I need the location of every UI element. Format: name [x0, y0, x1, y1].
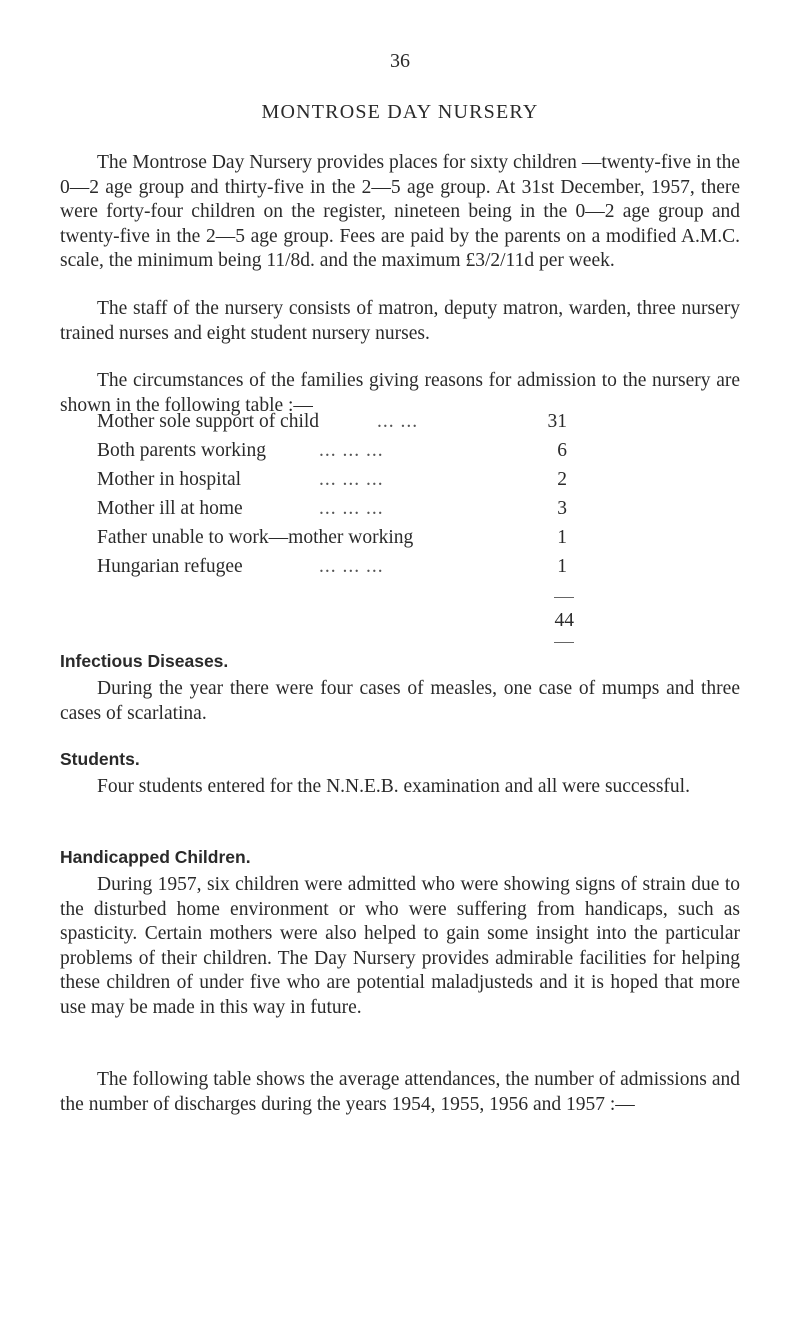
students-paragraph: Four students entered for the N.N.E.B. examination and all were successful.	[97, 776, 690, 797]
attendance-intro-paragraph: The following table shows the average attendances, the number of admissions and the number of discharges during the years 1954, 1955, 1956 and 1957 :—	[60, 1069, 740, 1115]
table-row	[97, 498, 575, 527]
handicapped-children-heading: Handicapped Children.	[60, 847, 251, 867]
total-rule-top	[554, 597, 574, 598]
table-row	[97, 440, 575, 469]
infectious-diseases-paragraph: During the year there were four cases of measles, one case of mumps and three cases of scarlatina.	[60, 678, 740, 724]
circumstances-paragraph: The circumstances of the families giving reasons for admission to the nursery are shown in the following table :—	[60, 370, 740, 416]
students-heading: Students.	[60, 749, 140, 769]
leader-dots: ... ... ...	[319, 556, 384, 577]
leader-dots: ... ...	[377, 411, 419, 432]
row-label: Both parents working	[97, 440, 266, 461]
row-value: 1	[557, 527, 567, 548]
row-label: Mother ill at home	[97, 498, 243, 519]
intro-paragraph: The Montrose Day Nursery provides places for sixty children —twenty-five in the 0—2 age group and thirty-five in the 2—5 age group. At 31st December, 1957, there were forty-four children on the register, nineteen being in the 0—2 age group and twenty-five in the 2—5 age group. Fees are paid by the parents on a modified A.M.C. scale, the minimum being 11/8d. and the maximum £3/2/11d per week.	[60, 152, 740, 271]
row-value: 2	[557, 469, 567, 490]
leader-dots: ... ... ...	[319, 440, 384, 461]
table-row	[97, 556, 575, 585]
page-number: 36	[390, 50, 410, 72]
table-row	[97, 527, 575, 556]
row-value: 1	[557, 556, 567, 577]
row-label: Father unable to work—mother working	[97, 527, 414, 548]
handicapped-children-paragraph: During 1957, six children were admitted who were showing signs of strain due to the disturbed home environment or who were suffering from handicaps, such as spasticity. Certain mothers were also helped to gain some insight into the particular problems of their children. The Day Nursery provides admirable facilities for helping these children of under five who are potential maladjusteds and it is hoped that more use may be made in this way in future.	[60, 874, 740, 1018]
leader-dots: ... ... ...	[319, 469, 384, 490]
total-rule-bottom	[554, 642, 574, 643]
table-total: 44	[554, 610, 574, 631]
infectious-diseases-heading: Infectious Diseases.	[60, 651, 229, 671]
row-label: Mother in hospital	[97, 469, 242, 490]
staff-paragraph: The staff of the nursery consists of matron, deputy matron, warden, three nursery trained nurses and eight student nursery nurses.	[60, 298, 740, 344]
row-value: 31	[547, 411, 567, 432]
row-value: 3	[557, 498, 567, 519]
leader-dots: ... ... ...	[319, 498, 384, 519]
row-label: Hungarian refugee	[97, 556, 243, 577]
row-value: 6	[557, 440, 567, 461]
admission-reasons-table	[97, 411, 575, 585]
row-label: Mother sole support of child	[97, 411, 320, 432]
page-title: MONTROSE DAY NURSERY	[261, 101, 539, 123]
table-row	[97, 411, 575, 440]
table-row	[97, 469, 575, 498]
